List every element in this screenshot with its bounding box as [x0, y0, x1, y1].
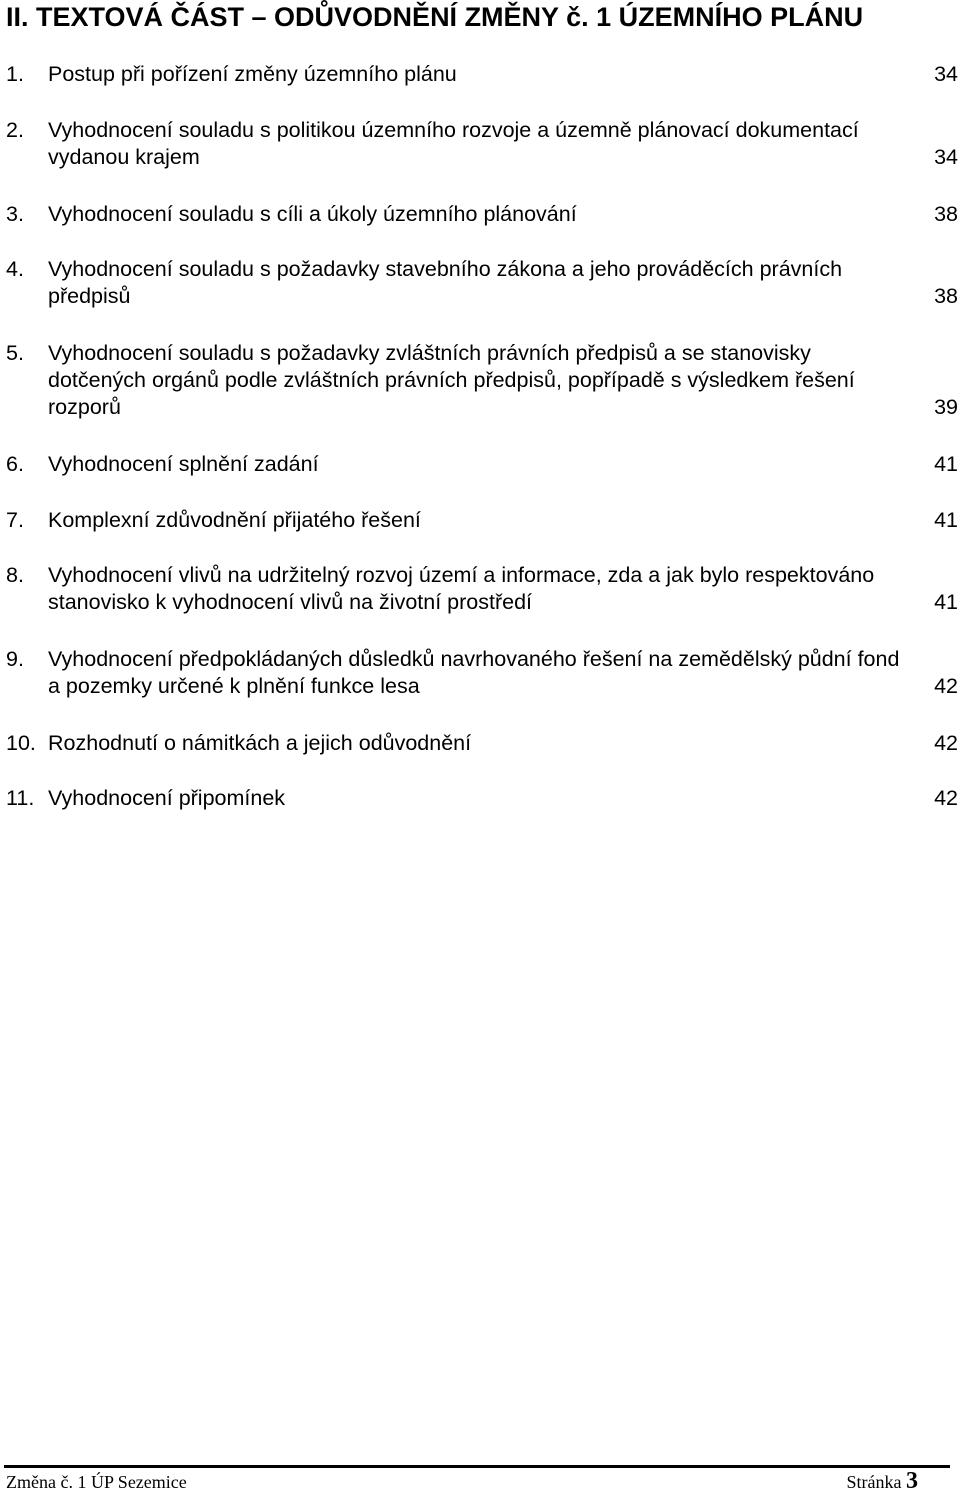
toc-entry-title: Rozhodnutí o námitkách a jejich odůvodnění — [48, 731, 472, 755]
toc-entry-page: 42 — [934, 731, 958, 755]
toc-entry-title: Vyhodnocení splnění zadání — [48, 452, 319, 476]
toc-entry[interactable] — [6, 646, 958, 700]
toc-entry[interactable] — [6, 256, 958, 310]
toc-entry-number: 1. — [6, 62, 24, 86]
toc-entry-number: 9. — [6, 647, 24, 671]
toc-entry[interactable] — [6, 340, 958, 421]
toc-entry-title: Vyhodnocení souladu s cíli a úkoly územního plánování — [48, 202, 577, 226]
toc-entry-number: 6. — [6, 452, 24, 476]
toc-entry[interactable] — [6, 201, 958, 228]
toc-entry-page: 41 — [934, 590, 958, 614]
footer-page-indicator — [847, 1468, 918, 1495]
toc-entry-title: Vyhodnocení připomínek — [48, 786, 286, 810]
toc-entry-title: Postup při pořízení změny územního plánu — [48, 62, 457, 86]
toc-entry-number: 3. — [6, 202, 24, 226]
toc-entry-number: 8. — [6, 563, 24, 587]
footer-page-label: Stránka — [846, 1472, 902, 1492]
toc-entry-title: Komplexní zdůvodnění přijatého řešení — [48, 508, 421, 532]
toc-entry-title: Vyhodnocení souladu s požadavky zvláštních právních předpisů a se stanovisky dotčených orgánů podle zvláštních právních předpisů, popřípadě s výsledkem řešení rozporů — [48, 341, 855, 419]
toc-entry[interactable] — [6, 117, 958, 171]
toc-entry-title: Vyhodnocení souladu s politikou územního rozvoje a územně plánovací dokumentací vydanou krajem — [48, 118, 859, 169]
toc-entry-page: 41 — [934, 508, 958, 532]
section-heading: II. TEXTOVÁ ČÁST – ODŮVODNĚNÍ ZMĚNY č. 1 ÚZEMNÍHO PLÁNU — [6, 2, 864, 32]
toc-entry-page: 38 — [934, 202, 958, 226]
toc-entry-title: Vyhodnocení vlivů na udržitelný rozvoj území a informace, zda a jak bylo respektováno stanovisko k vyhodnocení vlivů na životní prostředí — [48, 563, 875, 614]
toc-entry-number: 2. — [6, 118, 24, 142]
toc-entry-page: 42 — [934, 786, 958, 810]
toc-entry-number: 10. — [6, 731, 36, 755]
toc-entry-title: Vyhodnocení předpokládaných důsledků navrhovaného řešení na zemědělský půdní fond a pozemky určené k plnění funkce lesa — [48, 647, 900, 698]
toc-entry-number: 7. — [6, 508, 24, 532]
toc-entry-page: 42 — [934, 674, 958, 698]
toc-entry[interactable] — [6, 451, 958, 478]
toc-entry-page: 34 — [934, 62, 958, 86]
toc-entry-page: 41 — [934, 452, 958, 476]
toc-entry[interactable] — [6, 507, 958, 534]
toc-entry[interactable] — [6, 785, 958, 812]
toc-entry-page: 34 — [934, 145, 958, 169]
footer-page-number: 3 — [906, 1468, 918, 1494]
toc-entry[interactable] — [6, 61, 958, 88]
toc-entry-number: 5. — [6, 341, 24, 365]
toc-entry-page: 39 — [934, 395, 958, 419]
footer-document-title: Změna č. 1 ÚP Sezemice — [6, 1472, 187, 1492]
toc-entry-page: 38 — [934, 284, 958, 308]
footer-divider — [4, 1465, 950, 1468]
toc-entry-title: Vyhodnocení souladu s požadavky stavebního zákona a jeho prováděcích právních předpisů — [48, 257, 843, 308]
toc-entry-number: 11. — [6, 786, 35, 810]
toc-entry[interactable] — [6, 730, 958, 757]
toc-entry[interactable] — [6, 562, 958, 616]
toc-entry-number: 4. — [6, 257, 24, 281]
